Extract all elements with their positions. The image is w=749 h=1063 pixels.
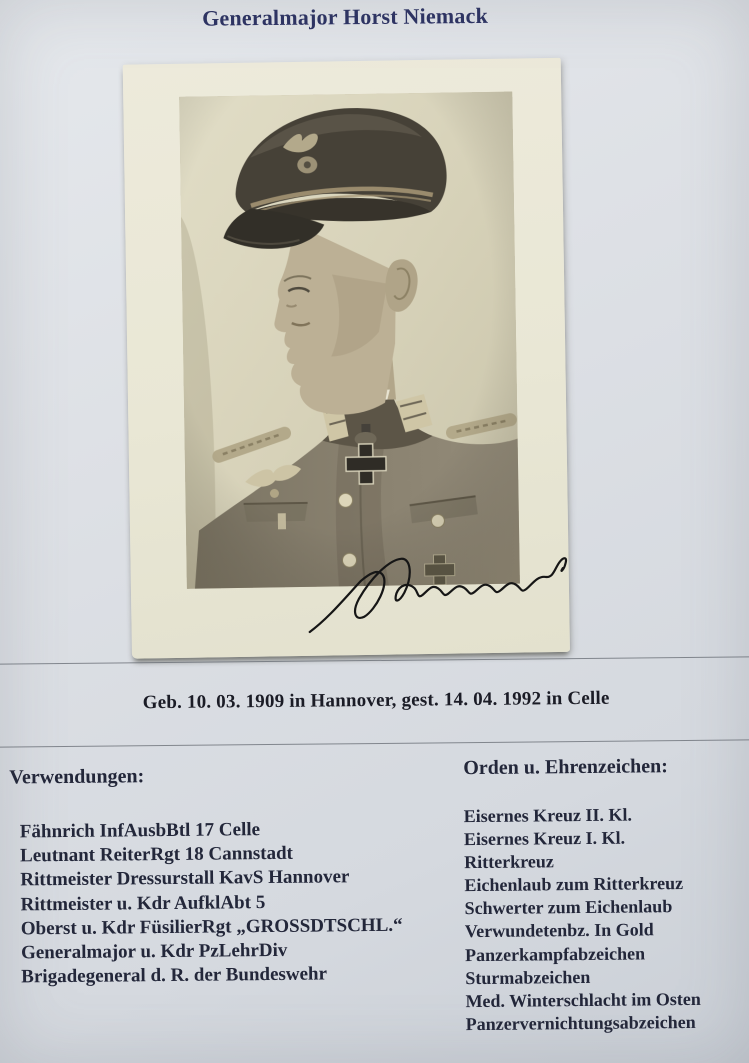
award-item: Sturmabzeichen: [465, 966, 591, 988]
divider-line-bottom: [0, 739, 749, 748]
assignment-item: Leutnant ReiterRgt 18 Cannstadt: [19, 843, 294, 867]
assignments-list: [20, 816, 457, 990]
portrait-illustration: [179, 92, 520, 589]
award-item: Panzervernichtungsabzeichen: [465, 1011, 696, 1034]
life-dates: Geb. 10. 03. 1909 in Hannover, gest. 14. 04. 1992 in Celle: [142, 687, 610, 714]
award-item: Eisernes Kreuz II. Kl.: [463, 804, 632, 827]
assignment-item: Oberst u. Kdr FüsilierRgt „GROSSDTSCHL.“: [20, 914, 403, 940]
page-title: Generalmajor Horst Niemack: [202, 2, 489, 31]
divider-line-top: [0, 656, 749, 665]
award-item: Ritterkreuz: [464, 851, 554, 873]
award-item: Eisernes Kreuz I. Kl.: [463, 827, 626, 850]
assignments-column: [9, 762, 456, 990]
assignment-item: Fähnrich InfAusbBtl 17 Celle: [19, 819, 261, 843]
award-item: Panzerkampfabzeichen: [464, 942, 646, 965]
award-item: Schwerter zum Eichenlaub: [464, 896, 673, 919]
awards-list: [464, 802, 749, 1036]
assignment-item: Rittmeister u. Kdr AufklAbt 5: [20, 891, 266, 916]
award-item: Med. Winterschlacht im Osten: [465, 988, 701, 1011]
assignment-item: Brigadegeneral d. R. der Bundeswehr: [21, 963, 328, 988]
awards-column: [463, 754, 749, 1036]
assignments-header: Verwendungen:: [9, 765, 145, 789]
awards-header: Orden u. Ehrenzeichen:: [463, 755, 669, 780]
assignment-item: Rittmeister Dressurstall KavS Hannover: [20, 866, 350, 891]
assignment-item: Generalmajor u. Kdr PzLehrDiv: [20, 939, 288, 964]
award-item: Verwundetenbz. In Gold: [464, 919, 654, 942]
portrait-photo: [179, 92, 520, 589]
award-item: Eichenlaub zum Ritterkreuz: [464, 873, 684, 896]
